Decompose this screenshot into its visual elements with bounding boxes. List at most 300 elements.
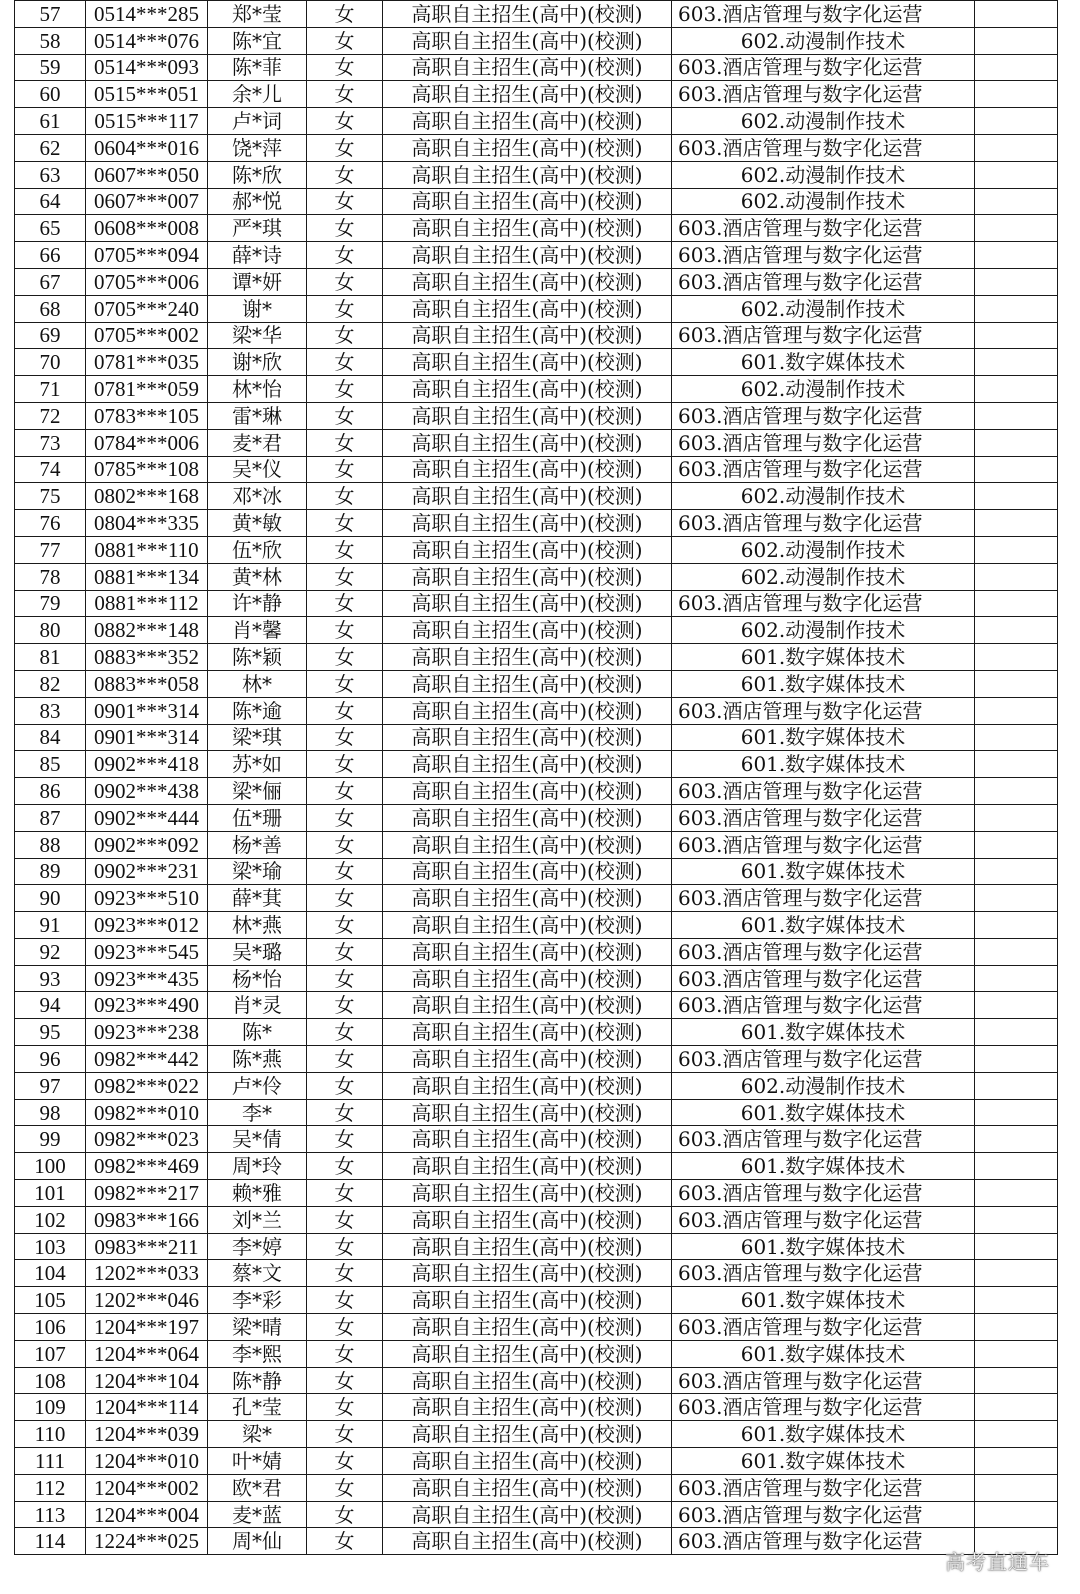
row-index-cell: 96 [15,1046,86,1073]
admission-type-cell: 高职自主招生(高中)(校测) [383,1153,672,1180]
candidate-number-cell: 1204***104 [86,1367,208,1394]
row-index-cell: 103 [15,1233,86,1260]
empty-cell [975,402,1058,429]
empty-cell [975,1474,1058,1501]
row-index-cell: 91 [15,912,86,939]
major-cell: 603.酒店管理与数字化运营 [672,242,975,269]
watermark-text: 高考直通车 [945,1550,1050,1574]
gender-cell: 女 [307,322,383,349]
admission-type-cell: 高职自主招生(高中)(校测) [383,1474,672,1501]
major-cell: 602.动漫制作技术 [672,188,975,215]
candidate-number-cell: 0982***010 [86,1099,208,1126]
table-row [15,1501,1058,1528]
admission-type-cell: 高职自主招生(高中)(校测) [383,536,672,563]
candidate-number-cell: 0783***105 [86,402,208,429]
gender-cell: 女 [307,429,383,456]
admission-type-cell: 高职自主招生(高中)(校测) [383,724,672,751]
candidate-number-cell: 0881***134 [86,563,208,590]
empty-cell [975,510,1058,537]
major-cell: 603.酒店管理与数字化运营 [672,54,975,81]
candidate-number-cell: 0608***008 [86,215,208,242]
table-row [15,965,1058,992]
admission-type-cell: 高职自主招生(高中)(校测) [383,1180,672,1207]
gender-cell: 女 [307,697,383,724]
admission-type-cell: 高职自主招生(高中)(校测) [383,1314,672,1341]
candidate-number-cell: 0923***545 [86,938,208,965]
row-index-cell: 106 [15,1314,86,1341]
row-index-cell: 62 [15,134,86,161]
table-row [15,1421,1058,1448]
table-row [15,322,1058,349]
admission-type-cell: 高职自主招生(高中)(校测) [383,885,672,912]
row-index-cell: 93 [15,965,86,992]
candidate-number-cell: 0902***444 [86,804,208,831]
candidate-name-cell: 陈*颖 [208,644,307,671]
gender-cell: 女 [307,885,383,912]
table-row [15,992,1058,1019]
row-index-cell: 111 [15,1448,86,1475]
row-index-cell: 86 [15,778,86,805]
table-row [15,885,1058,912]
row-index-cell: 82 [15,670,86,697]
major-cell: 602.动漫制作技术 [672,617,975,644]
gender-cell: 女 [307,349,383,376]
admission-type-cell: 高职自主招生(高中)(校测) [383,1126,672,1153]
major-cell: 602.动漫制作技术 [672,376,975,403]
table-row [15,27,1058,54]
table-row [15,536,1058,563]
admission-type-cell: 高职自主招生(高中)(校测) [383,349,672,376]
row-index-cell: 101 [15,1180,86,1207]
candidate-name-cell: 梁*琪 [208,724,307,751]
gender-cell: 女 [307,81,383,108]
row-index-cell: 85 [15,751,86,778]
candidate-number-cell: 0881***112 [86,590,208,617]
empty-cell [975,1046,1058,1073]
table-row [15,376,1058,403]
admission-type-cell: 高职自主招生(高中)(校测) [383,804,672,831]
empty-cell [975,322,1058,349]
candidate-number-cell: 0514***285 [86,1,208,28]
major-cell: 602.动漫制作技术 [672,161,975,188]
row-index-cell: 88 [15,831,86,858]
table-row [15,510,1058,537]
major-cell: 602.动漫制作技术 [672,483,975,510]
gender-cell: 女 [307,54,383,81]
gender-cell: 女 [307,938,383,965]
table-row [15,295,1058,322]
gender-cell: 女 [307,1314,383,1341]
major-cell: 603.酒店管理与数字化运营 [672,938,975,965]
admission-type-cell: 高职自主招生(高中)(校测) [383,912,672,939]
major-cell: 601.数字媒体技术 [672,1153,975,1180]
admission-type-cell: 高职自主招生(高中)(校测) [383,322,672,349]
major-cell: 601.数字媒体技术 [672,751,975,778]
major-cell: 603.酒店管理与数字化运营 [672,402,975,429]
major-cell: 603.酒店管理与数字化运营 [672,1474,975,1501]
candidate-name-cell: 陈*菲 [208,54,307,81]
table-row [15,1019,1058,1046]
admission-type-cell: 高职自主招生(高中)(校测) [383,831,672,858]
table-row [15,429,1058,456]
table-row [15,188,1058,215]
admission-type-cell: 高职自主招生(高中)(校测) [383,938,672,965]
table-row [15,134,1058,161]
admission-type-cell: 高职自主招生(高中)(校测) [383,1287,672,1314]
table-row [15,590,1058,617]
major-cell: 602.动漫制作技术 [672,295,975,322]
candidate-number-cell: 0983***211 [86,1233,208,1260]
major-cell: 602.动漫制作技术 [672,1072,975,1099]
table-row [15,215,1058,242]
major-cell: 603.酒店管理与数字化运营 [672,1180,975,1207]
empty-cell [975,751,1058,778]
admission-type-cell: 高职自主招生(高中)(校测) [383,1367,672,1394]
candidate-number-cell: 0923***238 [86,1019,208,1046]
major-cell: 603.酒店管理与数字化运营 [672,992,975,1019]
major-cell: 603.酒店管理与数字化运营 [672,885,975,912]
candidate-name-cell: 许*静 [208,590,307,617]
empty-cell [975,1421,1058,1448]
empty-cell [975,1501,1058,1528]
table-row [15,1340,1058,1367]
table-row [15,804,1058,831]
admission-type-cell: 高职自主招生(高中)(校测) [383,1260,672,1287]
empty-cell [975,1180,1058,1207]
row-index-cell: 77 [15,536,86,563]
row-index-cell: 102 [15,1206,86,1233]
table-row [15,1099,1058,1126]
candidate-name-cell: 杨*善 [208,831,307,858]
candidate-number-cell: 1204***002 [86,1474,208,1501]
major-cell: 603.酒店管理与数字化运营 [672,1126,975,1153]
gender-cell: 女 [307,1474,383,1501]
gender-cell: 女 [307,1153,383,1180]
candidate-name-cell: 李*婷 [208,1233,307,1260]
admission-type-cell: 高职自主招生(高中)(校测) [383,778,672,805]
candidate-name-cell: 郑*莹 [208,1,307,28]
candidate-name-cell: 刘*兰 [208,1206,307,1233]
candidate-number-cell: 0784***006 [86,429,208,456]
major-cell: 603.酒店管理与数字化运营 [672,1394,975,1421]
empty-cell [975,1019,1058,1046]
candidate-number-cell: 0923***012 [86,912,208,939]
roster-body [15,1,1058,1555]
candidate-name-cell: 黄*林 [208,563,307,590]
gender-cell: 女 [307,1367,383,1394]
empty-cell [975,885,1058,912]
table-row [15,1528,1058,1555]
major-cell: 602.动漫制作技术 [672,563,975,590]
table-row [15,1206,1058,1233]
admission-type-cell: 高职自主招生(高中)(校测) [383,858,672,885]
gender-cell: 女 [307,1072,383,1099]
admission-type-cell: 高职自主招生(高中)(校测) [383,1072,672,1099]
major-cell: 603.酒店管理与数字化运营 [672,965,975,992]
empty-cell [975,1260,1058,1287]
gender-cell: 女 [307,536,383,563]
row-index-cell: 74 [15,456,86,483]
gender-cell: 女 [307,376,383,403]
gender-cell: 女 [307,1099,383,1126]
empty-cell [975,134,1058,161]
major-cell: 601.数字媒体技术 [672,1099,975,1126]
gender-cell: 女 [307,1448,383,1475]
gender-cell: 女 [307,1,383,28]
candidate-number-cell: 0781***059 [86,376,208,403]
major-cell: 603.酒店管理与数字化运营 [672,804,975,831]
major-cell: 601.数字媒体技术 [672,724,975,751]
gender-cell: 女 [307,1206,383,1233]
candidate-number-cell: 0982***023 [86,1126,208,1153]
candidate-number-cell: 1204***039 [86,1421,208,1448]
candidate-name-cell: 伍*珊 [208,804,307,831]
candidate-number-cell: 0883***352 [86,644,208,671]
major-cell: 601.数字媒体技术 [672,349,975,376]
gender-cell: 女 [307,563,383,590]
row-index-cell: 80 [15,617,86,644]
empty-cell [975,456,1058,483]
candidate-number-cell: 0515***117 [86,108,208,135]
candidate-name-cell: 薛*萁 [208,885,307,912]
row-index-cell: 97 [15,1072,86,1099]
major-cell: 602.动漫制作技术 [672,108,975,135]
row-index-cell: 95 [15,1019,86,1046]
gender-cell: 女 [307,483,383,510]
row-index-cell: 78 [15,563,86,590]
major-cell: 603.酒店管理与数字化运营 [672,1367,975,1394]
gender-cell: 女 [307,134,383,161]
admission-type-cell: 高职自主招生(高中)(校测) [383,81,672,108]
candidate-number-cell: 0881***110 [86,536,208,563]
empty-cell [975,54,1058,81]
table-row [15,697,1058,724]
major-cell: 603.酒店管理与数字化运营 [672,81,975,108]
candidate-name-cell: 陈*逾 [208,697,307,724]
gender-cell: 女 [307,1046,383,1073]
admission-type-cell: 高职自主招生(高中)(校测) [383,483,672,510]
empty-cell [975,1314,1058,1341]
row-index-cell: 84 [15,724,86,751]
empty-cell [975,349,1058,376]
admission-type-cell: 高职自主招生(高中)(校测) [383,27,672,54]
admission-type-cell: 高职自主招生(高中)(校测) [383,456,672,483]
empty-cell [975,831,1058,858]
major-cell: 601.数字媒体技术 [672,1019,975,1046]
table-row [15,483,1058,510]
candidate-name-cell: 陈*燕 [208,1046,307,1073]
admission-type-cell: 高职自主招生(高中)(校测) [383,697,672,724]
gender-cell: 女 [307,188,383,215]
major-cell: 603.酒店管理与数字化运营 [672,1528,975,1555]
row-index-cell: 68 [15,295,86,322]
major-cell: 603.酒店管理与数字化运营 [672,1501,975,1528]
empty-cell [975,938,1058,965]
admission-type-cell: 高职自主招生(高中)(校测) [383,1340,672,1367]
candidate-number-cell: 0705***240 [86,295,208,322]
row-index-cell: 79 [15,590,86,617]
row-index-cell: 110 [15,1421,86,1448]
gender-cell: 女 [307,804,383,831]
candidate-name-cell: 李*彩 [208,1287,307,1314]
row-index-cell: 98 [15,1099,86,1126]
candidate-number-cell: 1202***033 [86,1260,208,1287]
candidate-name-cell: 肖*灵 [208,992,307,1019]
candidate-name-cell: 谢*欣 [208,349,307,376]
candidate-name-cell: 林* [208,670,307,697]
gender-cell: 女 [307,644,383,671]
candidate-name-cell: 周*玲 [208,1153,307,1180]
table-row [15,402,1058,429]
admission-type-cell: 高职自主招生(高中)(校测) [383,1046,672,1073]
candidate-name-cell: 周*仙 [208,1528,307,1555]
candidate-number-cell: 0514***093 [86,54,208,81]
row-index-cell: 57 [15,1,86,28]
row-index-cell: 64 [15,188,86,215]
candidate-name-cell: 郝*悦 [208,188,307,215]
empty-cell [975,1099,1058,1126]
admission-type-cell: 高职自主招生(高中)(校测) [383,295,672,322]
candidate-number-cell: 1202***046 [86,1287,208,1314]
candidate-name-cell: 蔡*文 [208,1260,307,1287]
gender-cell: 女 [307,108,383,135]
candidate-number-cell: 0923***510 [86,885,208,912]
candidate-name-cell: 麦*君 [208,429,307,456]
major-cell: 603.酒店管理与数字化运营 [672,215,975,242]
empty-cell [975,644,1058,671]
row-index-cell: 66 [15,242,86,269]
row-index-cell: 73 [15,429,86,456]
table-row [15,938,1058,965]
table-row [15,644,1058,671]
empty-cell [975,108,1058,135]
candidate-number-cell: 0515***051 [86,81,208,108]
admission-type-cell: 高职自主招生(高中)(校测) [383,134,672,161]
table-row [15,751,1058,778]
candidate-number-cell: 0514***076 [86,27,208,54]
candidate-name-cell: 陈*静 [208,1367,307,1394]
empty-cell [975,804,1058,831]
row-index-cell: 113 [15,1501,86,1528]
empty-cell [975,724,1058,751]
table-row [15,858,1058,885]
admission-type-cell: 高职自主招生(高中)(校测) [383,1394,672,1421]
empty-cell [975,1394,1058,1421]
empty-cell [975,965,1058,992]
table-row [15,1153,1058,1180]
table-row [15,108,1058,135]
gender-cell: 女 [307,1421,383,1448]
candidate-name-cell: 卢*伶 [208,1072,307,1099]
row-index-cell: 60 [15,81,86,108]
candidate-name-cell: 肖*馨 [208,617,307,644]
table-row [15,912,1058,939]
admission-type-cell: 高职自主招生(高中)(校测) [383,1019,672,1046]
empty-cell [975,617,1058,644]
row-index-cell: 76 [15,510,86,537]
admission-type-cell: 高职自主招生(高中)(校测) [383,1528,672,1555]
row-index-cell: 90 [15,885,86,912]
table-row [15,268,1058,295]
admission-type-cell: 高职自主招生(高中)(校测) [383,161,672,188]
candidate-number-cell: 0982***217 [86,1180,208,1207]
empty-cell [975,1153,1058,1180]
row-index-cell: 59 [15,54,86,81]
candidate-number-cell: 1204***064 [86,1340,208,1367]
gender-cell: 女 [307,992,383,1019]
empty-cell [975,858,1058,885]
candidate-number-cell: 1224***025 [86,1528,208,1555]
admission-type-cell: 高职自主招生(高中)(校测) [383,1,672,28]
major-cell: 601.数字媒体技术 [672,1340,975,1367]
roster-sheet [14,0,1057,1555]
row-index-cell: 81 [15,644,86,671]
empty-cell [975,536,1058,563]
row-index-cell: 99 [15,1126,86,1153]
candidate-number-cell: 0982***022 [86,1072,208,1099]
gender-cell: 女 [307,268,383,295]
candidate-name-cell: 陈*欣 [208,161,307,188]
gender-cell: 女 [307,670,383,697]
empty-cell [975,1340,1058,1367]
major-cell: 603.酒店管理与数字化运营 [672,1260,975,1287]
candidate-name-cell: 谢* [208,295,307,322]
table-row [15,1474,1058,1501]
table-row [15,778,1058,805]
candidate-name-cell: 梁*俪 [208,778,307,805]
major-cell: 603.酒店管理与数字化运营 [672,1,975,28]
major-cell: 603.酒店管理与数字化运营 [672,1046,975,1073]
gender-cell: 女 [307,724,383,751]
empty-cell [975,778,1058,805]
candidate-number-cell: 0781***035 [86,349,208,376]
admission-type-cell: 高职自主招生(高中)(校测) [383,215,672,242]
gender-cell: 女 [307,510,383,537]
admission-type-cell: 高职自主招生(高中)(校测) [383,670,672,697]
gender-cell: 女 [307,778,383,805]
empty-cell [975,1206,1058,1233]
table-row [15,724,1058,751]
table-row [15,1287,1058,1314]
empty-cell [975,81,1058,108]
candidate-number-cell: 0802***168 [86,483,208,510]
row-index-cell: 108 [15,1367,86,1394]
candidate-name-cell: 梁*瑜 [208,858,307,885]
candidate-name-cell: 梁*晴 [208,1314,307,1341]
gender-cell: 女 [307,965,383,992]
row-index-cell: 69 [15,322,86,349]
table-row [15,1394,1058,1421]
row-index-cell: 72 [15,402,86,429]
row-index-cell: 107 [15,1340,86,1367]
major-cell: 603.酒店管理与数字化运营 [672,778,975,805]
candidate-number-cell: 0705***094 [86,242,208,269]
admission-type-cell: 高职自主招生(高中)(校测) [383,268,672,295]
candidate-number-cell: 0883***058 [86,670,208,697]
row-index-cell: 112 [15,1474,86,1501]
admission-type-cell: 高职自主招生(高中)(校测) [383,1099,672,1126]
gender-cell: 女 [307,242,383,269]
empty-cell [975,215,1058,242]
gender-cell: 女 [307,1287,383,1314]
major-cell: 603.酒店管理与数字化运营 [672,590,975,617]
row-index-cell: 63 [15,161,86,188]
candidate-name-cell: 李*熙 [208,1340,307,1367]
candidate-name-cell: 孔*莹 [208,1394,307,1421]
row-index-cell: 75 [15,483,86,510]
major-cell: 603.酒店管理与数字化运营 [672,134,975,161]
candidate-name-cell: 赖*雅 [208,1180,307,1207]
